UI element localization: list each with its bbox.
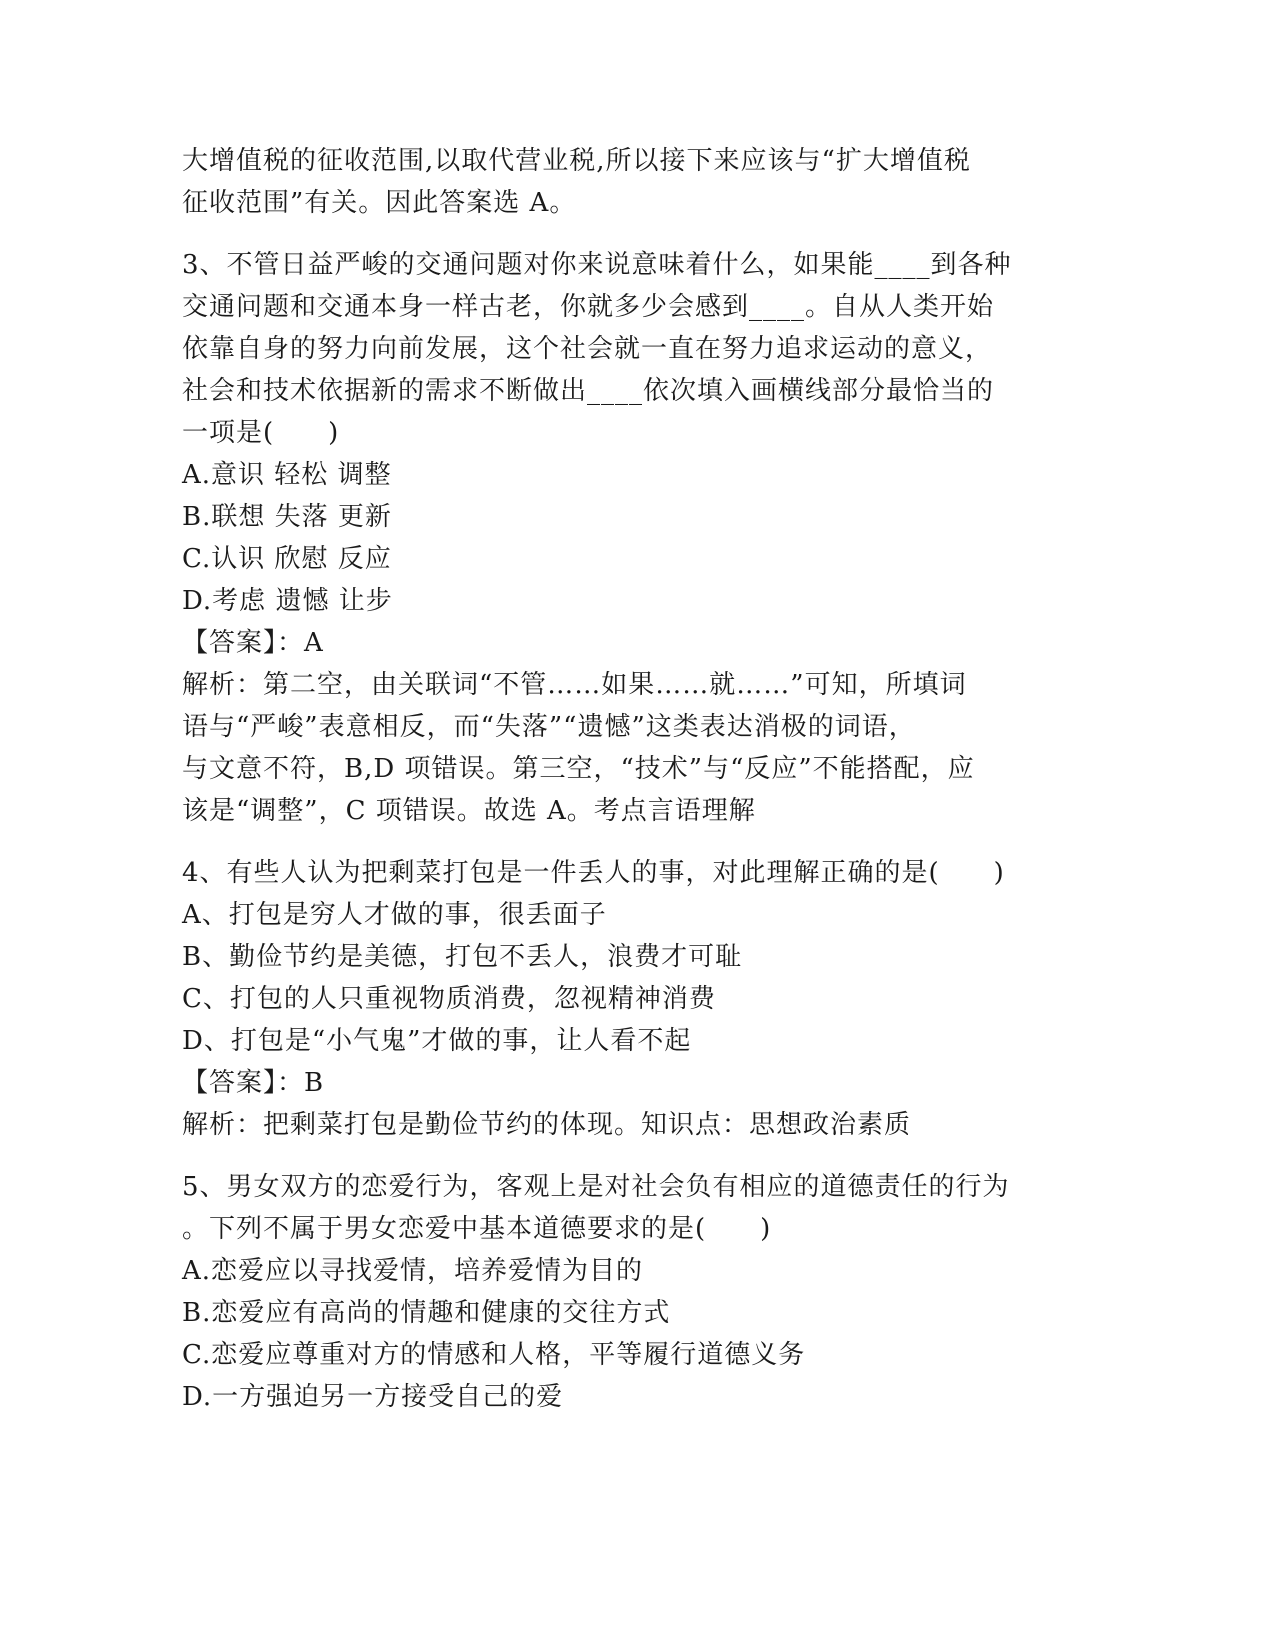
text-line: 征收范围”有关。因此答案选 A。 xyxy=(182,188,577,218)
question-stem-line: 。下列不属于男女恋爱中基本道德要求的是( ) xyxy=(182,1214,772,1244)
analysis-line: 该是“调整”，C 项错误。故选 A。考点言语理解 xyxy=(182,796,756,826)
analysis-line: 语与“严峻”表意相反，而“失落”“遗憾”这类表达消极的词语， xyxy=(182,712,916,742)
intro-paragraph xyxy=(182,140,1042,224)
question-4 xyxy=(182,852,1042,1146)
analysis-line: 与文意不符，B,D 项错误。第三空，“技术”与“反应”不能搭配，应 xyxy=(182,754,975,784)
question-stem-line: 3、不管日益严峻的交通问题对你来说意味着什么，如果能____到各种 xyxy=(182,250,1012,280)
option-a: A、打包是穷人才做的事，很丢面子 xyxy=(182,900,607,930)
option-c: C.认识 欣慰 反应 xyxy=(182,544,392,574)
option-b: B、勤俭节约是美德，打包不丢人，浪费才可耻 xyxy=(182,942,743,972)
question-stem-line: 交通问题和交通本身一样古老，你就多少会感到____。自从人类开始 xyxy=(182,292,995,322)
analysis-line: 解析：第二空，由关联词“不管……如果……就……”可知，所填词 xyxy=(182,670,967,700)
option-b: B.恋爱应有高尚的情趣和健康的交往方式 xyxy=(182,1298,671,1328)
option-a: A.恋爱应以寻找爱情，培养爱情为目的 xyxy=(182,1256,644,1286)
question-stem-line: 一项是( ) xyxy=(182,418,340,448)
option-c: C.恋爱应尊重对方的情感和人格，平等履行道德义务 xyxy=(182,1340,806,1370)
analysis-line: 解析：把剩菜打包是勤俭节约的体现。知识点：思想政治素质 xyxy=(182,1110,912,1140)
question-stem-line: 依靠自身的努力向前发展，这个社会就一直在努力追求运动的意义， xyxy=(182,334,993,364)
option-d: D、打包是“小气鬼”才做的事，让人看不起 xyxy=(182,1026,692,1056)
question-stem-line: 5、男女双方的恋爱行为，客观上是对社会负有相应的道德责任的行为 xyxy=(182,1172,1010,1202)
option-b: B.联想 失落 更新 xyxy=(182,502,392,532)
answer-line: 【答案】：A xyxy=(182,628,324,658)
question-stem-line: 4、有些人认为把剩菜打包是一件丢人的事，对此理解正确的是( ) xyxy=(182,858,1005,888)
option-c: C、打包的人只重视物质消费，忽视精神消费 xyxy=(182,984,716,1014)
text-line: 大增值税的征收范围,以取代营业税,所以接下来应该与“扩大增值税 xyxy=(182,146,971,176)
document-page xyxy=(182,140,1042,1418)
question-3 xyxy=(182,244,1042,832)
option-d: D.考虑 遗憾 让步 xyxy=(182,586,393,616)
question-5 xyxy=(182,1166,1042,1418)
answer-line: 【答案】：B xyxy=(182,1068,325,1098)
option-a: A.意识 轻松 调整 xyxy=(182,460,392,490)
question-stem-line: 社会和技术依据新的需求不断做出____依次填入画横线部分最恰当的 xyxy=(182,376,995,406)
option-d: D.一方强迫另一方接受自己的爱 xyxy=(182,1382,564,1412)
